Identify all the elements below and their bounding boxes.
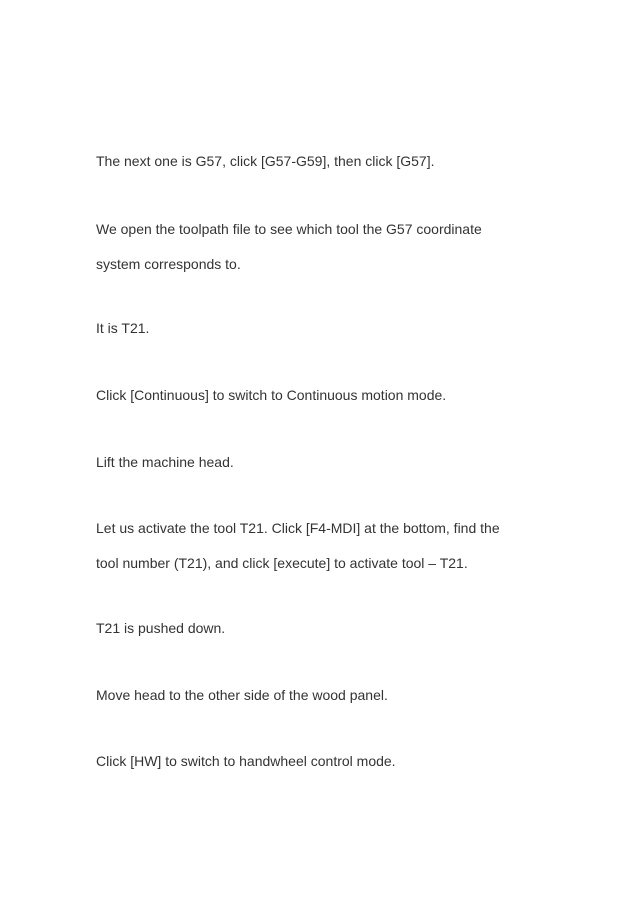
text-line-8: tool number (T21), and click [execute] to activate tool – T21. [96, 555, 468, 571]
text-line-2: We open the toolpath file to see which tool the G57 coordinate [96, 221, 482, 237]
text-line-5: Click [Continuous] to switch to Continuous motion mode. [96, 387, 447, 403]
text-line-10: Move head to the other side of the wood panel. [96, 687, 388, 703]
text-line-1: The next one is G57, click [G57-G59], then click [G57]. [96, 153, 435, 169]
text-line-7: Let us activate the tool T21. Click [F4-MDI] at the bottom, find the [96, 520, 500, 536]
text-line-11: Click [HW] to switch to handwheel control mode. [96, 753, 396, 769]
text-line-4: It is T21. [96, 320, 150, 336]
text-line-3: system corresponds to. [96, 256, 241, 272]
text-line-6: Lift the machine head. [96, 454, 234, 470]
text-line-9: T21 is pushed down. [96, 620, 226, 636]
